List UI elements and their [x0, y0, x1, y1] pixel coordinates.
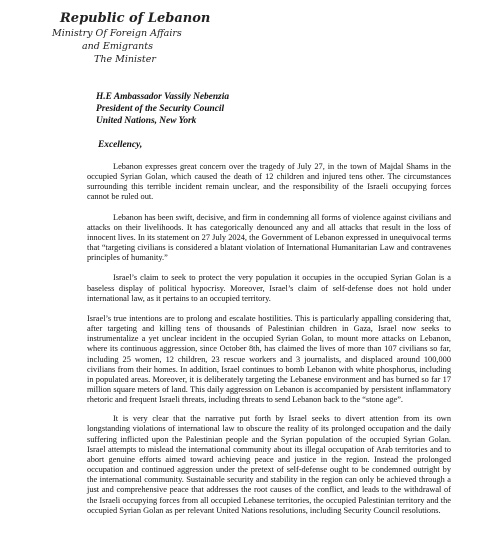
addressee-block	[96, 91, 229, 127]
letter-body	[87, 162, 451, 526]
letterhead-emigrants: and Emigrants	[82, 41, 153, 52]
letterhead-ministry: Ministry Of Foreign Affairs	[52, 28, 182, 39]
paragraph-israel-claim: Israel’s claim to seek to protect the very population it occupies in the occupied Syrian Golan is a baseless display of political hypocrisy. Moreover, Israel’s claim of self-defense does not hold under international law, as it pertains to an occupied territory.	[87, 273, 451, 303]
paragraph-israel-intentions: Israel’s true intentions are to prolong and escalate hostilities. This is particularly appalling considering that, after targeting and killing tens of thousands of Palestinian children in Gaza, Israel now seeks to instrumentalize a yet unclear incident in the occupied Syrian Golan, to mount more attacks on Lebanon, where its continuous aggression, since October 8th, has claimed the lives of more than 107 civilians so far, including 25 women, 12 children, 23 rescue workers and 3 journalists, and displaced around 100,000 civilians from their homes. In addition, Israel continues to bomb Lebanon with white phosphorus, including in populated areas. Moreover, it is deliberately targeting the Lebanese environment and has burned so far 17 million square meters of land. This daily aggression on Lebanon is accompanied by persistent inflammatory rhetoric and frequent Israeli threats, including threats to send Lebanon back to the “stone age”.	[87, 313, 451, 405]
addressee-title: President of the Security Council	[96, 104, 225, 114]
paragraph-majdal-shams: Lebanon expresses great concern over the tragedy of July 27, in the town of Majdal Shams in the occupied Syrian Golan, which caused the death of 12 children and injured tens other. The circumstances surrounding this terrible incident remain unclear, and the responsibility of the Israeli occupying forces cannot be ruled out.	[87, 162, 451, 202]
paragraph-narrative: It is very clear that the narrative put forth by Israel seeks to divert attention from its own longstanding violations of international law to obscure the reality of its prolonged occupation and the daily suffering inflicted upon the Palestinian people and the Syrian population of the occupied Syrian Golan. Israel attempts to mislead the international community about its illegal occupation of Arab territories and to abort genuine efforts aimed toward achieving peace and justice in the region. Instead the prolonged occupation and continued aggression under the pretext of self-defense ought to be condemned outright by the international community. Sustainable security and stability in the region can only be achieved through a just and comprehensive peace that addresses the root causes of the conflict, and leads to the withdrawal of the Israeli occupying forces from all occupied Lebanese territories, the occupied Palestinian territory and the occupied Syrian Golan as per relevant United Nations resolutions, including Security Council resolutions.	[87, 414, 451, 515]
letterhead-minister: The Minister	[94, 54, 156, 65]
letterhead-republic: Republic of Lebanon	[60, 11, 211, 26]
letterhead	[52, 10, 212, 66]
salutation: Excellency,	[98, 140, 143, 150]
addressee-name: H.E Ambassador Vassily Nebenzia	[96, 92, 230, 102]
paragraph-lebanon-condemnation: Lebanon has been swift, decisive, and firm in condemning all forms of violence against civilians and attacks on their livelihoods. It has categorically denounced any and all attacks that result in the loss of innocent lives. In its statement on 27 July 2024, the Government of Lebanon expressed in unequivocal terms that “targeting civilians is considered a blatant violation of International Humanitarian Law and contravenes principles of humanity.”	[87, 212, 451, 263]
addressee-organization: United Nations, New York	[96, 116, 197, 126]
